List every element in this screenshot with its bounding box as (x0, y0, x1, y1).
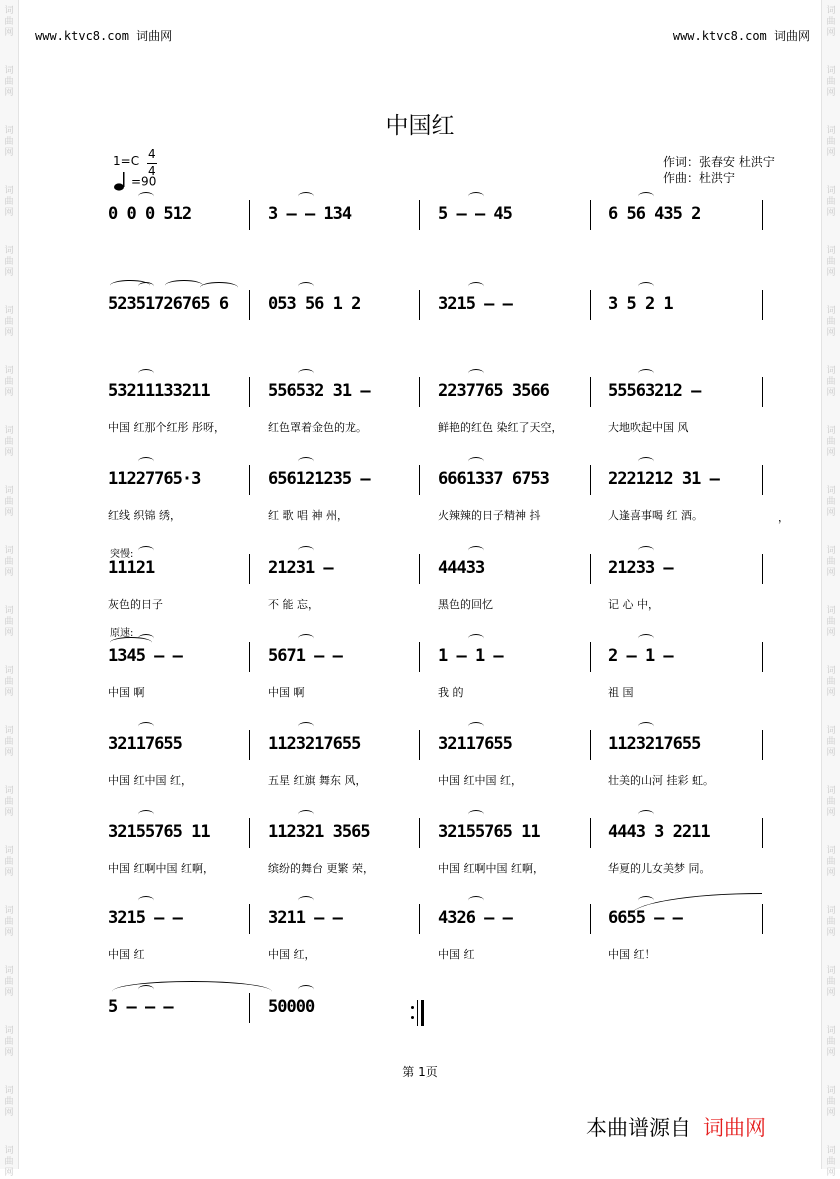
slur (638, 722, 654, 731)
slur (298, 457, 314, 466)
source-label: 本曲谱源自 (586, 1116, 691, 1140)
watermark-text: 词曲网 (826, 126, 836, 158)
slur (110, 637, 152, 648)
watermark-text: 词曲网 (4, 786, 14, 818)
barline (419, 554, 420, 584)
barline (249, 554, 250, 584)
watermark-text: 词曲网 (4, 1086, 14, 1118)
watermark-text: 词曲网 (4, 66, 14, 98)
watermark-text: 词曲网 (826, 966, 836, 998)
slur (638, 457, 654, 466)
bar-notes: 32155765 11 (108, 822, 210, 842)
watermark-text: 词曲网 (4, 726, 14, 758)
composer-credit: 作曲：杜洪宁 (663, 171, 736, 185)
slur (298, 634, 314, 643)
bar-notes: 6661337 6753 (438, 469, 549, 489)
barline (590, 818, 591, 848)
barline (762, 290, 763, 320)
trailing-comma: ， (778, 511, 789, 524)
bar-notes: 5671 – – (268, 646, 342, 666)
watermark-text: 词曲网 (4, 846, 14, 878)
bar-lyrics: 灰色的日子 (108, 598, 163, 611)
slur (138, 457, 154, 466)
music-line (0, 818, 840, 903)
header-site-left[interactable]: www.ktvc8.com 词曲网 (35, 29, 173, 43)
slur (298, 810, 314, 819)
slur (298, 546, 314, 555)
bar-notes: 3215 – – (108, 908, 182, 928)
bar-lyrics: 我 的 (438, 686, 464, 699)
lyricist-credit: 作词：张春安 杜洪宁 (663, 155, 775, 169)
music-line (0, 730, 840, 815)
slur (468, 810, 484, 819)
slur (638, 282, 654, 291)
watermark-text: 词曲网 (4, 486, 14, 518)
watermark-text: 词曲网 (4, 186, 14, 218)
bar-lyrics: 红色罩着金色的龙。 (268, 421, 367, 434)
bar-notes: 4326 – – (438, 908, 512, 928)
original-tempo-marking: 原速: (110, 628, 134, 639)
bar-lyrics: 中国 红 (108, 948, 145, 961)
bar-notes: 4443 3 2211 (608, 822, 710, 842)
barline (249, 730, 250, 760)
watermark-text: 词曲网 (826, 546, 836, 578)
slur (638, 192, 654, 201)
watermark-text: 词曲网 (826, 6, 836, 38)
music-line (0, 904, 840, 989)
barline (762, 818, 763, 848)
slur (468, 634, 484, 643)
bar-lyrics: 红 歌 唱 神 州， (268, 509, 348, 522)
bar-lyrics: 中国 红啊中国 红啊， (108, 862, 214, 875)
watermark-text: 词曲网 (826, 606, 836, 638)
bar-notes: 0 0 0 512 (108, 204, 192, 224)
repeat-dot (411, 1006, 414, 1009)
bar-lyrics: 不 能 忘， (268, 598, 319, 611)
bar-notes: 1123217655 (608, 734, 701, 754)
watermark-text: 词曲网 (4, 606, 14, 638)
watermark-text: 词曲网 (4, 366, 14, 398)
watermark-text: 词曲网 (4, 306, 14, 338)
bar-notes: 656121235 – (268, 469, 370, 489)
bar-lyrics: 中国 红， (268, 948, 316, 961)
bar-notes: 3 – – 134 (268, 204, 352, 224)
slur (638, 369, 654, 378)
bar-notes: 53211133211 (108, 381, 210, 401)
bar-notes: 2237765 3566 (438, 381, 549, 401)
bar-notes: 1123217655 (268, 734, 361, 754)
barline (419, 642, 420, 672)
bar-lyrics: 火辣辣的日子精神 抖 (438, 509, 541, 522)
slur (165, 280, 203, 291)
bar-lyrics: 记 心 中， (608, 598, 659, 611)
slur (298, 985, 314, 994)
watermark-text: 词曲网 (4, 666, 14, 698)
barline (419, 377, 420, 407)
slur (298, 722, 314, 731)
bar-notes: 5 – – – (108, 997, 173, 1017)
bar-lyrics: 祖 国 (608, 686, 634, 699)
barline (590, 554, 591, 584)
bar-notes: 32117655 (438, 734, 512, 754)
music-line (0, 642, 840, 727)
barline (590, 465, 591, 495)
watermark-text: 词曲网 (826, 66, 836, 98)
bar-notes: 3215 – – (438, 294, 512, 314)
slur (638, 546, 654, 555)
bar-notes: 11121 (108, 558, 155, 578)
watermark-text: 词曲网 (4, 906, 14, 938)
source-brand-link[interactable]: 词曲网 (703, 1116, 766, 1140)
watermark-text: 词曲网 (826, 486, 836, 518)
barline (249, 465, 250, 495)
music-line (0, 290, 840, 375)
barline (419, 200, 420, 230)
watermark-text: 词曲网 (4, 546, 14, 578)
bar-notes: 3 5 2 1 (608, 294, 673, 314)
bar-notes: 1 – 1 – (438, 646, 503, 666)
bar-notes: 112321 3565 (268, 822, 370, 842)
bar-notes: 2221212 31 – (608, 469, 719, 489)
barline (419, 904, 420, 934)
bar-notes: 053 56 1 2 (268, 294, 361, 314)
slur (638, 634, 654, 643)
barline (419, 818, 420, 848)
page-number: 第 1页 (402, 1065, 438, 1079)
watermark-text: 词曲网 (826, 846, 836, 878)
header-site-right[interactable]: www.ktvc8.com 词曲网 (672, 29, 810, 43)
bar-notes: 50000 (268, 997, 315, 1017)
watermark-text: 词曲网 (826, 366, 836, 398)
song-title: 中国红 (385, 113, 455, 139)
bar-lyrics: 缤纷的舞台 更繁 荣， (268, 862, 374, 875)
slur (138, 722, 154, 731)
slur (468, 722, 484, 731)
bar-notes: 6655 – – (608, 908, 682, 928)
watermark-text: 词曲网 (826, 786, 836, 818)
watermark-text: 词曲网 (4, 426, 14, 458)
slur (138, 896, 154, 905)
barline (590, 290, 591, 320)
bar-notes: 32117655 (108, 734, 182, 754)
barline (419, 730, 420, 760)
barline (590, 200, 591, 230)
music-line (0, 200, 840, 285)
barline (762, 730, 763, 760)
slur (138, 546, 154, 555)
watermark-text: 词曲网 (826, 1086, 836, 1118)
barline (590, 377, 591, 407)
watermark-text: 词曲网 (826, 666, 836, 698)
barline (419, 465, 420, 495)
bar-notes: 1345 – – (108, 646, 182, 666)
bar-lyrics: 鲜艳的红色 染红了天空， (438, 421, 563, 434)
barline (249, 818, 250, 848)
bar-lyrics: 壮美的山河 挂彩 虹。 (608, 774, 714, 787)
watermark-text: 词曲网 (4, 1026, 14, 1058)
key-signature: 1=C (113, 154, 140, 168)
watermark-text: 词曲网 (826, 726, 836, 758)
bar-notes: 5 – – 45 (438, 204, 512, 224)
slur (298, 192, 314, 201)
barline (249, 200, 250, 230)
slow-down-marking: 突慢: (110, 549, 134, 560)
time-signature-bottom: 4 (148, 164, 156, 178)
bar-lyrics: 华夏的儿女美梦 同。 (608, 862, 711, 875)
barline (249, 377, 250, 407)
bar-notes: 2 – 1 – (608, 646, 673, 666)
watermark-text: 词曲网 (826, 186, 836, 218)
barline (249, 290, 250, 320)
slur (298, 369, 314, 378)
slur (468, 546, 484, 555)
bar-notes: 6 56 435 2 (608, 204, 701, 224)
tempo-marking: =90 (113, 172, 156, 192)
bar-lyrics: 大地吹起中国 风 (608, 421, 689, 434)
slur (298, 282, 314, 291)
slur (110, 280, 150, 291)
source-attribution (586, 1112, 766, 1142)
bar-lyrics: 红线 织锦 绣， (108, 509, 181, 522)
watermark-text: 词曲网 (826, 1146, 836, 1178)
bar-notes: 11227765·3 (108, 469, 201, 489)
bar-notes: 55563212 – (608, 381, 701, 401)
bar-lyrics: 中国 红啊中国 红啊， (438, 862, 544, 875)
bar-lyrics: 中国 红 (438, 948, 475, 961)
bar-notes: 52351726765 6 (108, 294, 229, 314)
bar-notes: 32155765 11 (438, 822, 540, 842)
barline (590, 904, 591, 934)
watermark-text: 词曲网 (4, 6, 14, 38)
slur (468, 457, 484, 466)
watermark-text: 词曲网 (4, 246, 14, 278)
bar-lyrics: 黑色的回忆 (438, 598, 493, 611)
barline (762, 904, 763, 934)
slur (298, 896, 314, 905)
bar-notes: 21231 – (268, 558, 333, 578)
slur (138, 192, 154, 201)
slur (468, 192, 484, 201)
watermark-text: 词曲网 (826, 906, 836, 938)
music-line (0, 377, 840, 462)
barline (762, 377, 763, 407)
watermark-text: 词曲网 (4, 966, 14, 998)
bar-lyrics: 人逢喜事喝 红 酒。 (608, 509, 703, 522)
barline (762, 642, 763, 672)
bar-lyrics: 五星 红旗 舞东 风， (268, 774, 367, 787)
slur (200, 282, 238, 293)
slur (468, 282, 484, 291)
watermark-text: 词曲网 (826, 426, 836, 458)
bar-lyrics: 中国 啊 (268, 686, 305, 699)
final-barline-thin (417, 1000, 418, 1026)
watermark-text: 词曲网 (826, 306, 836, 338)
slur (138, 369, 154, 378)
music-line (0, 465, 840, 550)
bar-lyrics: 中国 红中国 红， (438, 774, 522, 787)
slur (468, 369, 484, 378)
bar-lyrics: 中国 啊 (108, 686, 145, 699)
barline (249, 642, 250, 672)
slur (638, 810, 654, 819)
bar-notes: 44433 (438, 558, 485, 578)
bar-lyrics: 中国 红中国 红， (108, 774, 192, 787)
bar-notes: 3211 – – (268, 908, 342, 928)
barline (590, 642, 591, 672)
barline (762, 200, 763, 230)
barline (762, 465, 763, 495)
slur (468, 896, 484, 905)
watermark-text: 词曲网 (4, 126, 14, 158)
repeat-dot (411, 1016, 414, 1019)
watermark-text: 词曲网 (4, 1146, 14, 1178)
bar-notes: 21233 – (608, 558, 673, 578)
time-signature-top: 4 (148, 147, 156, 161)
bar-lyrics: 中国 红！ (608, 948, 656, 961)
barline (249, 904, 250, 934)
barline (419, 290, 420, 320)
barline (762, 554, 763, 584)
tie (112, 981, 272, 1002)
slur (138, 810, 154, 819)
watermark-text: 词曲网 (826, 246, 836, 278)
watermark-text: 词曲网 (826, 1026, 836, 1058)
quarter-note-icon (113, 172, 131, 192)
bar-notes: 556532 31 – (268, 381, 370, 401)
bar-lyrics: 中国 红那个红彤 彤呀， (108, 421, 225, 434)
final-barline-thick (421, 1000, 424, 1026)
barline (590, 730, 591, 760)
